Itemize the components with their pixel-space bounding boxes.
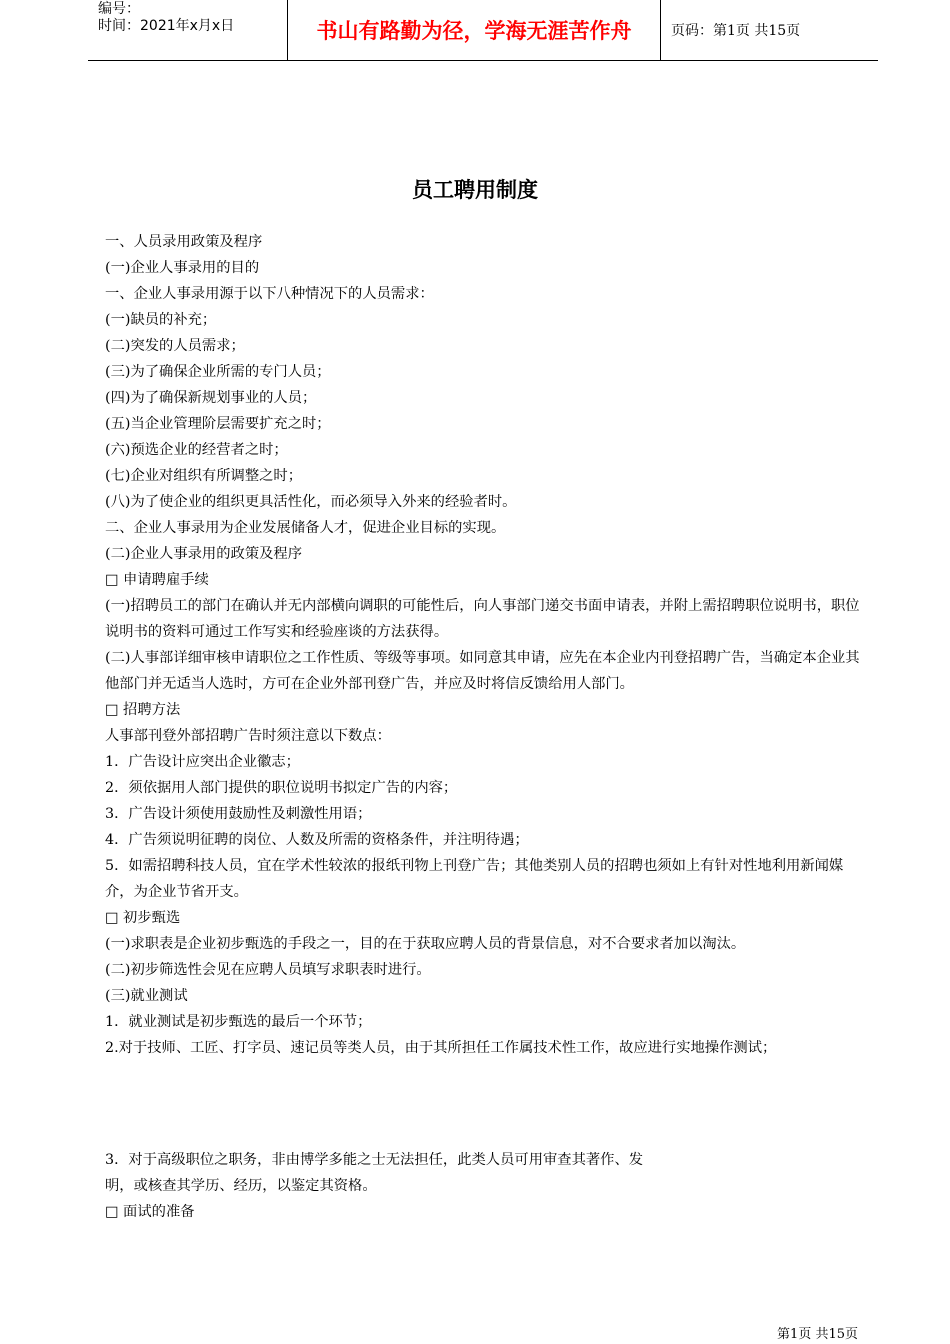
date-label: 时间：2021年x月x日 xyxy=(98,18,235,34)
paragraph: □ 申请聘雇手续 xyxy=(105,572,209,588)
paragraph: (三)为了确保企业所需的专门人员； xyxy=(105,364,331,380)
paragraph: (一)缺员的补充； xyxy=(105,312,217,328)
paragraph-block xyxy=(105,1147,865,1225)
paragraph: (五)当企业管理阶层需要扩充之时； xyxy=(105,416,331,432)
paragraph: 人事部刊登外部招聘广告时须注意以下数点： xyxy=(105,728,391,744)
paragraph-block xyxy=(105,229,865,1061)
paragraph: 2.对于技师、工匠、打字员、速记员等类人员，由于其所担任工作属技术性工作，故应进行实地操作测试； xyxy=(105,1040,777,1056)
header-motto: 书山有路勤为径，学海无涯苦作舟 xyxy=(288,0,661,60)
paragraph: (一)求职表是企业初步甄选的手段之一，目的在于获取应聘人员的背景信息，对不合要求者加以淘汰。 xyxy=(105,936,746,952)
paragraph: (八)为了使企业的组织更具活性化，而必须导入外来的经验者时。 xyxy=(105,494,517,510)
paragraph: 明，或核查其学历、经历，以鉴定其资格。 xyxy=(105,1178,377,1194)
paragraph: (七)企业对组织有所调整之时； xyxy=(105,468,303,484)
paragraph: 3．对于高级职位之职务，非由博学多能之士无法担任，此类人员可用审查其著作、发 xyxy=(105,1152,644,1168)
paragraph: (二)初步筛选性会见在应聘人员填写求职表时进行。 xyxy=(105,962,431,978)
paragraph: (四)为了确保新规划事业的人员； xyxy=(105,390,317,406)
paragraph: 4．广告须说明征聘的岗位、人数及所需的资格条件，并注明待遇； xyxy=(105,832,529,848)
paragraph: 一、企业人事录用源于以下八种情况下的人员需求： xyxy=(105,286,434,302)
paragraph: 一、人员录用政策及程序 xyxy=(105,234,263,250)
header-page-label: 页码：第1页 共15页 xyxy=(671,23,801,39)
page-header xyxy=(88,0,878,61)
paragraph: 2．须依据用人部门提供的职位说明书拟定广告的内容； xyxy=(105,780,458,796)
paragraph: □ 初步甄选 xyxy=(105,910,181,926)
document-title: 员工聘用制度 xyxy=(412,178,538,202)
paragraph: 二、企业人事录用为企业发展储备人才，促进企业目标的实现。 xyxy=(105,520,506,536)
paragraph: 1．广告设计应突出企业徽志； xyxy=(105,754,300,770)
page-footer: 第1页 共15页 xyxy=(777,1327,858,1342)
paragraph: (一)企业人事录用的目的 xyxy=(105,260,260,276)
paragraph: (二)人事部详细审核申请职位之工作性质、等级等事项。如同意其申请，应先在本企业内刊登招聘广告，当确定本企业其他部门并无适当人选时，方可在企业外部刊登广告，并应及时将信反馈给用人部门。 xyxy=(105,650,860,692)
paragraph: (二)企业人事录用的政策及程序 xyxy=(105,546,303,562)
page-gap xyxy=(105,1061,865,1147)
paragraph: 1．就业测试是初步甄选的最后一个环节； xyxy=(105,1014,372,1030)
paragraph: (六)预选企业的经营者之时； xyxy=(105,442,288,458)
paragraph: □ 面试的准备 xyxy=(105,1204,195,1220)
document-body xyxy=(105,229,865,1225)
paragraph: (二)突发的人员需求； xyxy=(105,338,245,354)
number-label: 编号： xyxy=(98,1,140,17)
paragraph: □ 招聘方法 xyxy=(105,702,181,718)
paragraph: (三)就业测试 xyxy=(105,988,188,1004)
paragraph: 5．如需招聘科技人员，宜在学术性较浓的报纸刊物上刊登广告；其他类别人员的招聘也须如上有针对性地利用新闻媒介，为企业节省开支。 xyxy=(105,858,844,900)
paragraph: (一)招聘员工的部门在确认并无内部横向调职的可能性后，向人事部门递交书面申请表，并附上需招聘职位说明书，职位说明书的资料可通过工作写实和经验座谈的方法获得。 xyxy=(105,598,860,640)
paragraph: 3．广告设计须使用鼓励性及刺激性用语； xyxy=(105,806,372,822)
header-meta xyxy=(88,0,288,60)
